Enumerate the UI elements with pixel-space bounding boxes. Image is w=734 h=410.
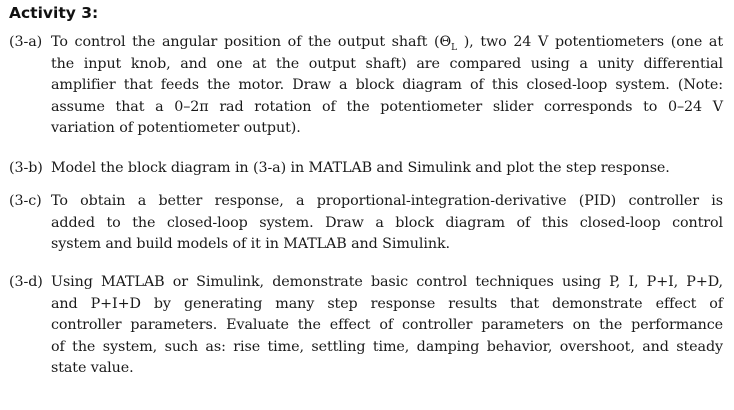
activity-heading: Activity 3: (9, 4, 99, 22)
question-3d (9, 272, 723, 380)
question-3b (9, 158, 723, 180)
question-label: (3-c) (9, 193, 42, 209)
question-text (51, 191, 723, 256)
question-label: (3-d) (9, 274, 43, 290)
question-line: of the system, such as: rise time, settling time, damping behavior, overshoot, and steady (51, 338, 723, 355)
question-text (51, 32, 723, 140)
question-line: and P+I+D by generating many step response results that demonstrate effect of (51, 295, 723, 312)
question-3a (9, 32, 723, 140)
question-label: (3-b) (9, 160, 43, 176)
question-line: assume that a 0–2π rad rotation of the potentiometer slider corresponds to 0–24 V (51, 98, 723, 115)
question-line: added to the closed-loop system. Draw a block diagram of this closed-loop control (51, 214, 723, 231)
question-text (51, 158, 723, 180)
question-line: Model the block diagram in (3-a) in MATLAB and Simulink and plot the step response. (51, 160, 670, 176)
question-line: Using MATLAB or Simulink, demonstrate basic control techniques using P, I, P+I, P+D, (51, 274, 723, 290)
question-line: To obtain a better response, a proportional-integration-derivative (PID) controller is (51, 193, 723, 209)
question-text (51, 272, 723, 380)
question-line: amplifier that feeds the motor. Draw a block diagram of this closed-loop system. (Note: (51, 77, 723, 94)
question-line: state value. (51, 360, 134, 377)
question-line: variation of potentiometer output). (51, 120, 301, 137)
question-line: the input knob, and one at the output shaft) are compared using a unity differential (51, 55, 723, 72)
subscript: L (451, 42, 457, 53)
question-3c (9, 191, 723, 256)
question-line: To control the angular position of the output shaft ($\Theta_L$ ), two 24 V potentiometers (one at (51, 34, 723, 53)
question-label: (3-a) (9, 34, 43, 50)
question-line: system and build models of it in MATLAB and Simulink. (51, 236, 450, 253)
question-line: controller parameters. Evaluate the effect of controller parameters on the performance (51, 317, 723, 334)
